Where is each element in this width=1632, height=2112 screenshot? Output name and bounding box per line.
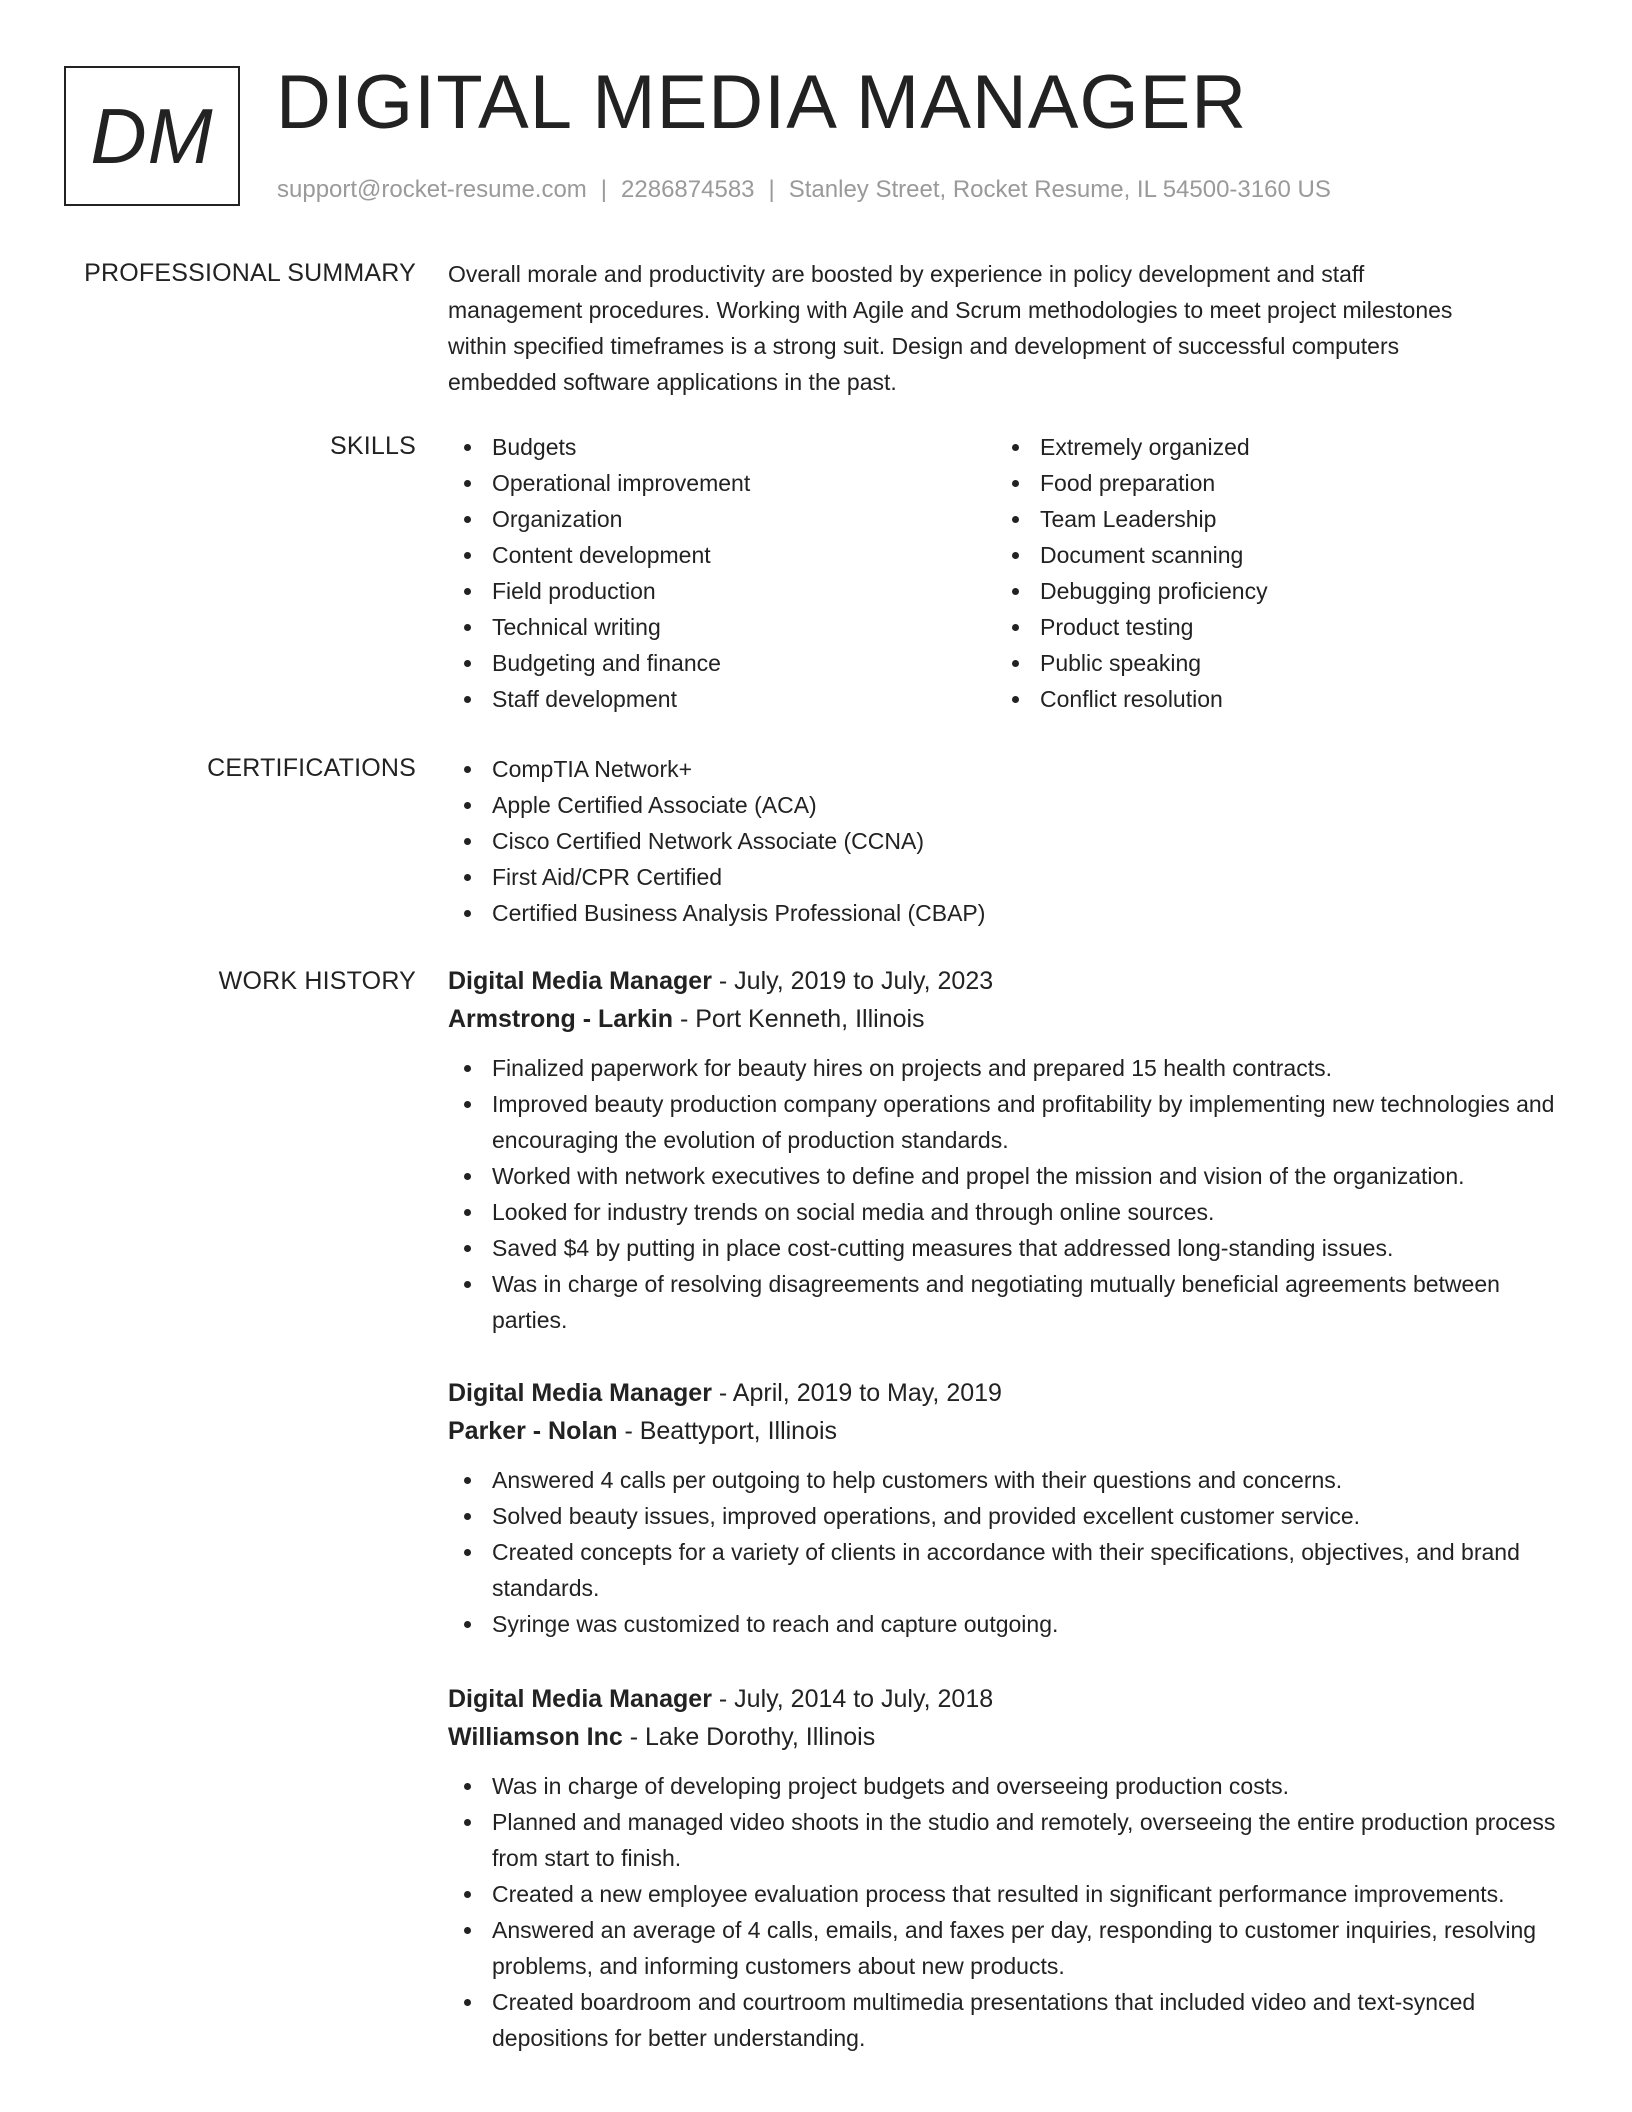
certification-item: First Aid/CPR Certified xyxy=(448,859,1568,895)
certifications-items xyxy=(448,751,1568,931)
job-dates: - April, 2019 to May, 2019 xyxy=(711,1379,1002,1407)
certification-item: Cisco Certified Network Associate (CCNA) xyxy=(448,823,1568,859)
job-bullet: Was in charge of resolving disagreements and negotiating mutually beneficial agreements between parties. xyxy=(448,1266,1578,1338)
certifications-list xyxy=(448,751,1568,931)
monogram-box xyxy=(64,66,240,206)
job-bullet: Planned and managed video shoots in the studio and remotely, overseeing the entire production process from start to finish. xyxy=(448,1804,1578,1876)
job-bullet: Syringe was customized to reach and capture outgoing. xyxy=(448,1606,1578,1642)
section-label-work-history: WORK HISTORY xyxy=(218,967,416,995)
resume-name: DIGITAL MEDIA MANAGER xyxy=(276,60,1248,145)
skill-item: Product testing xyxy=(996,609,1536,645)
job-bullet: Answered 4 calls per outgoing to help customers with their questions and concerns. xyxy=(448,1462,1578,1498)
job-bullet: Created a new employee evaluation process that resulted in significant performance improvements. xyxy=(448,1876,1578,1912)
certification-item: CompTIA Network+ xyxy=(448,751,1568,787)
contact-separator: | xyxy=(600,176,608,203)
certification-item: Apple Certified Associate (ACA) xyxy=(448,787,1568,823)
certification-item: Certified Business Analysis Professional (CBAP) xyxy=(448,895,1568,931)
job-location: - Port Kenneth, Illinois xyxy=(673,1005,925,1033)
skill-item: Budgets xyxy=(448,429,988,465)
job-company-line xyxy=(448,1412,1578,1450)
skill-item: Public speaking xyxy=(996,645,1536,681)
summary-line: embedded software applications in the past. xyxy=(448,369,897,395)
skill-item: Staff development xyxy=(448,681,988,717)
job-bullets xyxy=(448,1050,1578,1338)
job-company: Williamson Inc xyxy=(448,1723,623,1751)
job-entry xyxy=(448,962,1578,1338)
contact-separator: | xyxy=(768,176,775,203)
job-location: - Lake Dorothy, Illinois xyxy=(622,1723,876,1751)
skill-item: Document scanning xyxy=(996,537,1536,573)
job-bullet: Was in charge of developing project budgets and overseeing production costs. xyxy=(448,1768,1578,1804)
job-company-line xyxy=(448,1718,1578,1756)
monogram-initials: DM xyxy=(90,91,214,180)
job-title-line xyxy=(448,962,1578,1000)
skill-item: Technical writing xyxy=(448,609,988,645)
skill-item: Operational improvement xyxy=(448,465,988,501)
job-bullet: Finalized paperwork for beauty hires on projects and prepared 15 health contracts. xyxy=(448,1050,1578,1086)
skill-item: Food preparation xyxy=(996,465,1536,501)
job-bullet: Worked with network executives to define and propel the mission and vision of the organization. xyxy=(448,1158,1578,1194)
skills-column-2 xyxy=(996,429,1536,717)
contact-email[interactable]: support@rocket-resume.com xyxy=(277,176,587,203)
job-company: Parker - Nolan xyxy=(448,1417,618,1445)
skill-item: Budgeting and finance xyxy=(448,645,988,681)
job-bullet: Answered an average of 4 calls, emails, and faxes per day, responding to customer inquiries, resolving problems, and informing customers about new products. xyxy=(448,1912,1578,1984)
job-entry xyxy=(448,1680,1578,2056)
skill-item: Debugging proficiency xyxy=(996,573,1536,609)
skills-list xyxy=(448,429,1568,719)
job-bullet: Looked for industry trends on social media and through online sources. xyxy=(448,1194,1578,1230)
job-company-line xyxy=(448,1000,1578,1038)
job-title: Digital Media Manager xyxy=(448,1685,712,1713)
skill-item: Conflict resolution xyxy=(996,681,1536,717)
job-title: Digital Media Manager xyxy=(448,1379,712,1407)
section-label-summary: PROFESSIONAL SUMMARY xyxy=(84,259,416,287)
contact-line xyxy=(277,175,1331,205)
contact-address: Stanley Street, Rocket Resume, IL 54500-3160 US xyxy=(788,176,1331,203)
job-title-line xyxy=(448,1374,1578,1412)
skill-item: Organization xyxy=(448,501,988,537)
skill-item: Team Leadership xyxy=(996,501,1536,537)
job-bullet: Created boardroom and courtroom multimedia presentations that included video and text-synced depositions for better understanding. xyxy=(448,1984,1578,2056)
job-company: Armstrong - Larkin xyxy=(448,1005,674,1033)
job-title: Digital Media Manager xyxy=(448,967,712,995)
job-entry xyxy=(448,1374,1578,1642)
summary-line: within specified timeframes is a strong suit. Design and development of successful computers xyxy=(448,333,1400,359)
job-location: - Beattyport, Illinois xyxy=(617,1417,838,1445)
job-bullet: Created concepts for a variety of clients in accordance with their specifications, objectives, and brand standards. xyxy=(448,1534,1578,1606)
section-label-certifications: CERTIFICATIONS xyxy=(207,754,416,782)
summary-line: management procedures. Working with Agile and Scrum methodologies to meet project milestones xyxy=(448,297,1453,323)
job-dates: - July, 2014 to July, 2018 xyxy=(711,1685,994,1713)
summary-text xyxy=(448,256,1568,400)
job-title-line xyxy=(448,1680,1578,1718)
job-bullet: Saved $4 by putting in place cost-cutting measures that addressed long-standing issues. xyxy=(448,1230,1578,1266)
skills-column-1 xyxy=(448,429,988,717)
contact-phone[interactable]: 2286874583 xyxy=(621,176,755,203)
job-bullets xyxy=(448,1462,1578,1642)
skill-item: Extremely organized xyxy=(996,429,1536,465)
job-dates: - July, 2019 to July, 2023 xyxy=(711,967,994,995)
summary-line: Overall morale and productivity are boosted by experience in policy development and staff xyxy=(448,261,1365,287)
section-label-skills: SKILLS xyxy=(330,432,416,460)
job-bullet: Solved beauty issues, improved operations, and provided excellent customer service. xyxy=(448,1498,1578,1534)
skill-item: Field production xyxy=(448,573,988,609)
job-bullet: Improved beauty production company operations and profitability by implementing new technologies and encouraging the evolution of production standards. xyxy=(448,1086,1578,1158)
job-bullets xyxy=(448,1768,1578,2056)
skill-item: Content development xyxy=(448,537,988,573)
